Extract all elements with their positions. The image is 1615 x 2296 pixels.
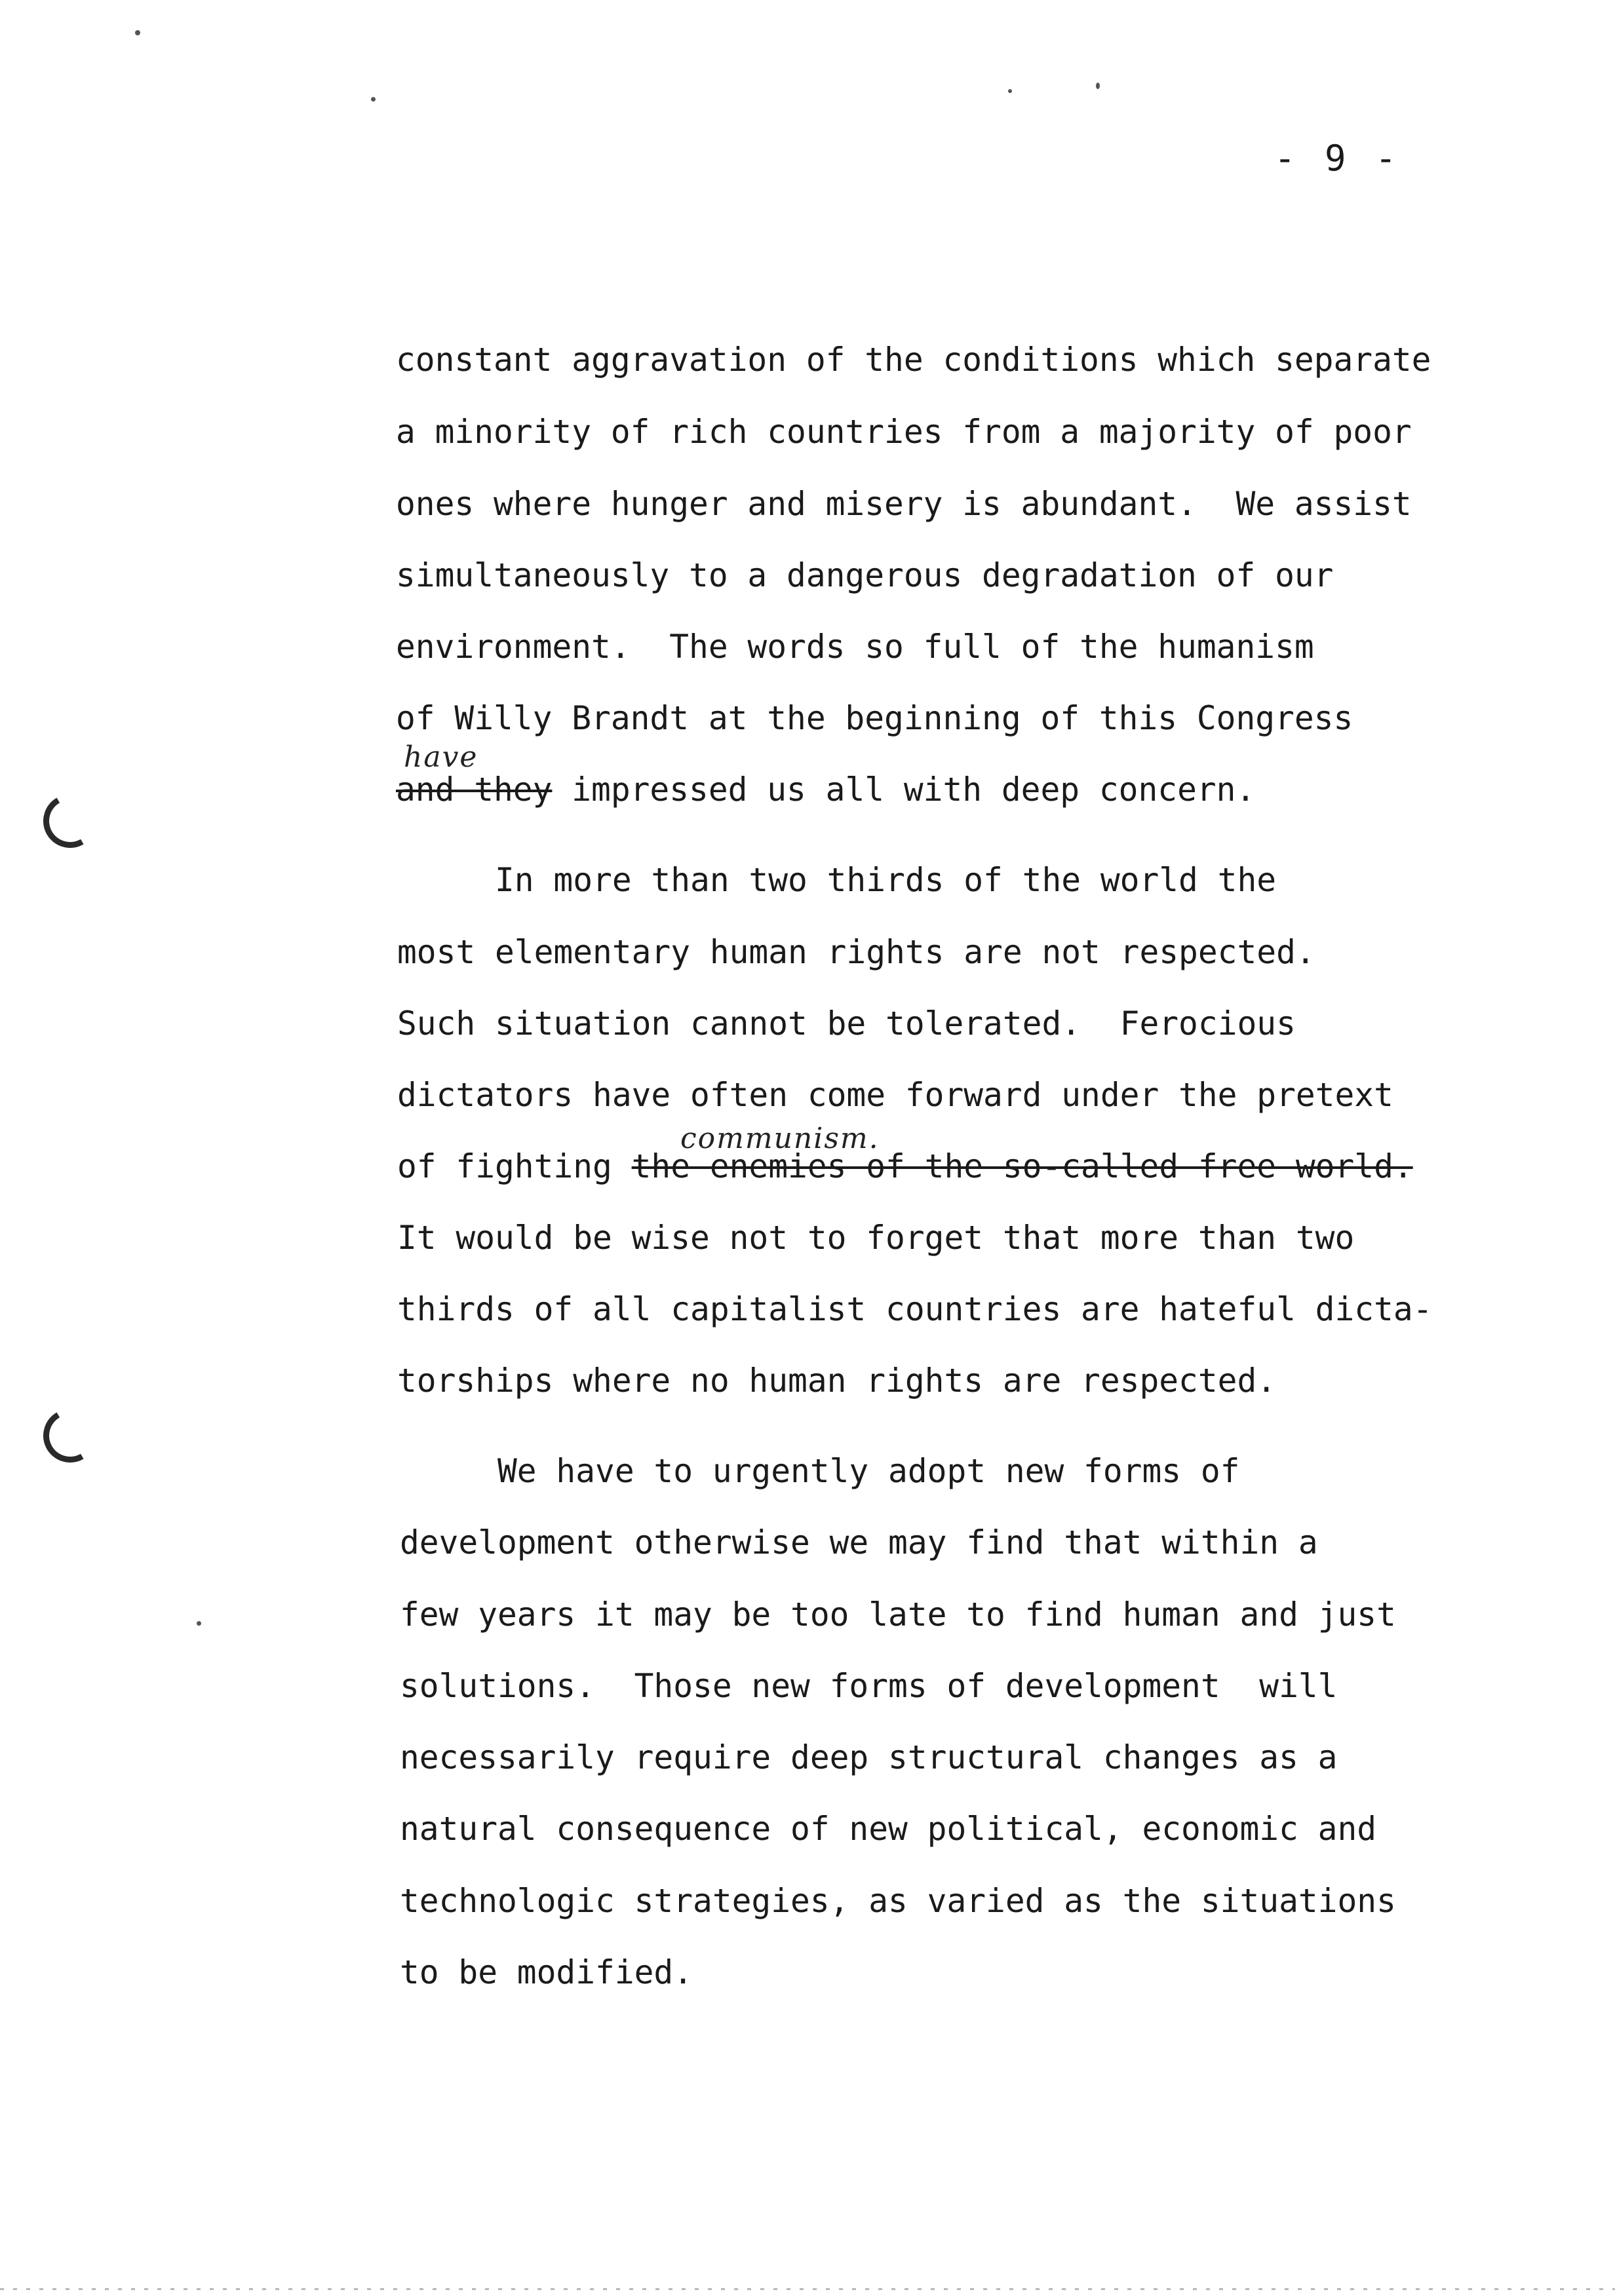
paragraph-1-line-6: of Willy Brandt at the beginning of this Congress — [396, 699, 1353, 737]
paragraph-2-line-2: most elementary human rights are not respected. — [397, 933, 1315, 971]
paragraph-1-line-1: constant aggravation of the conditions which separate — [396, 341, 1431, 379]
paragraph-3-line-7: technologic strategies, as varied as the situations — [400, 1882, 1396, 1920]
paragraph-1-line-4: simultaneously to a dangerous degradation of our — [396, 556, 1334, 594]
paragraph-1-line-7 — [396, 767, 1255, 813]
paragraph-3-line-3: few years it may be too late to find human and just — [400, 1596, 1396, 1634]
paragraph-3-line-5: necessarily require deep structural changes as a — [400, 1738, 1338, 1776]
paragraph-2-line-1: In more than two thirds of the world the — [397, 861, 1277, 899]
paragraph-1-line-5: environment. The words so full of the humanism — [396, 628, 1314, 666]
line-prefix: of fighting — [397, 1147, 632, 1185]
paragraph-3-line-8: to be modified. — [400, 1953, 693, 1991]
handwritten-insertion-have: have — [404, 740, 478, 774]
speck — [197, 1621, 201, 1626]
scan-edge — [0, 2288, 1615, 2290]
struck-text: the enemies of the so-called free world. — [631, 1147, 1413, 1185]
paragraph-1-line-2: a minority of rich countries from a majority of poor — [396, 413, 1412, 451]
paragraph-2-line-4: dictators have often come forward under the pretext — [397, 1076, 1393, 1114]
paragraph-3-line-4: solutions. Those new forms of development will — [400, 1667, 1338, 1705]
handwritten-insertion-communism: communism. — [680, 1122, 880, 1155]
speck — [135, 30, 140, 35]
struck-text: and they — [396, 771, 553, 809]
speck — [1008, 89, 1012, 93]
line-rest: impressed us all with deep concern. — [552, 771, 1256, 809]
paragraph-1-line-3: ones where hunger and misery is abundant. We assist — [396, 485, 1412, 523]
paragraph-2-line-7: thirds of all capitalist countries are hateful dicta- — [397, 1290, 1433, 1328]
punch-hole-bottom — [37, 1403, 103, 1468]
paragraph-3-line-6: natural consequence of new political, economic and — [400, 1810, 1377, 1848]
speck — [1096, 83, 1100, 89]
punch-hole-top — [37, 788, 103, 854]
paragraph-2-line-5 — [397, 1143, 1413, 1189]
paragraph-2-line-3: Such situation cannot be tolerated. Ferocious — [397, 1004, 1296, 1043]
page-number: - 9 - — [1274, 138, 1401, 179]
paragraph-2-line-8: torships where no human rights are respected. — [397, 1362, 1277, 1400]
paragraph-3-line-2: development otherwise we may find that within a — [400, 1523, 1318, 1561]
paragraph-2-line-6: It would be wise not to forget that more than two — [397, 1219, 1355, 1257]
paragraph-3-line-1: We have to urgently adopt new forms of — [400, 1452, 1240, 1490]
speck — [371, 97, 376, 102]
